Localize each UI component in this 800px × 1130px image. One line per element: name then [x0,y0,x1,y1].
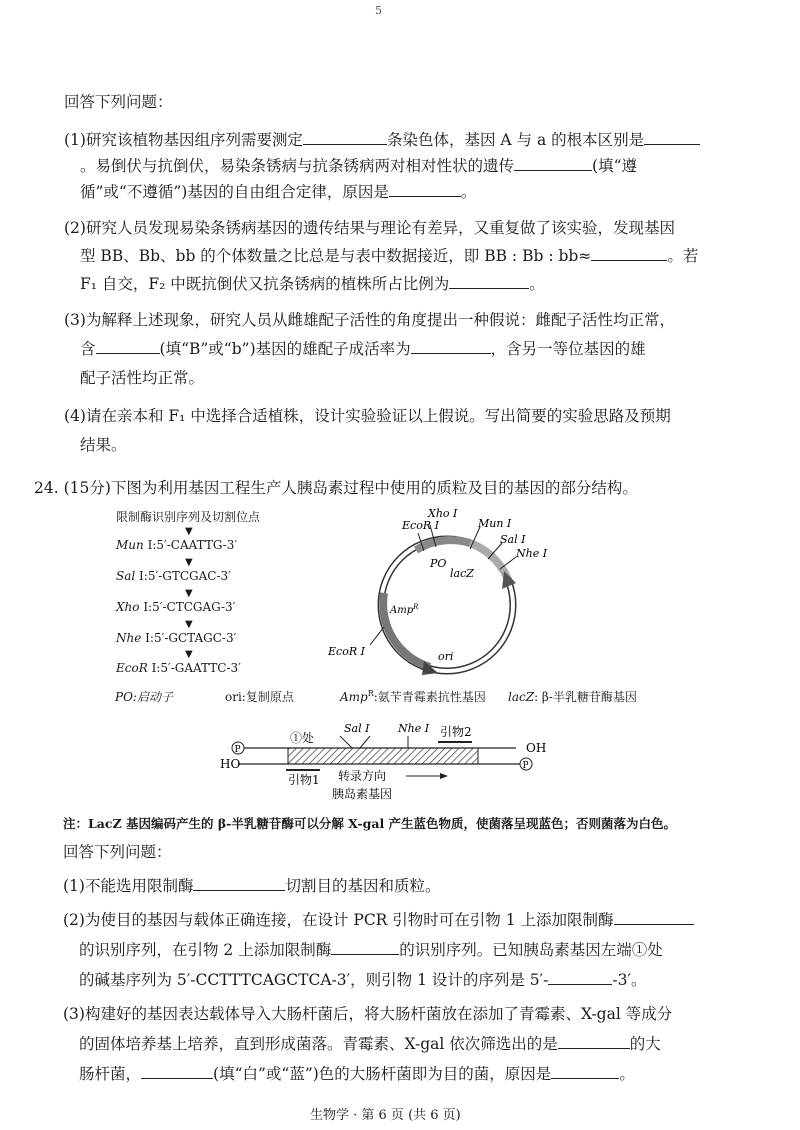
answer-blank[interactable] [548,970,612,985]
enzyme-sal: Sal I:5′-GTCGAC-3′ [116,569,231,583]
answer-blank[interactable] [193,876,285,891]
insulin-gene-region [288,748,478,764]
q23-p4-line1: (4)请在亲本和 F₁ 中选择合适植株，设计实验验证以上假说。写出简要的实验思路及预期 [64,407,671,425]
po-region [416,540,470,550]
cut-site-arrow: ▼ [185,588,193,599]
plasmid-label-ecori-bottom: EcoR I [328,645,365,658]
site-1-label: ①处 [290,731,315,745]
enzyme-list-title: 限制酶识别序列及切割位点 [116,510,261,524]
q23-p3-line2: 含 (填“B”或“b”)基因的雄配子成活率为 ，含另一等位基因的雄 [80,340,646,358]
plasmid-label-muni: Mun I [478,517,512,530]
primer2-label: 引物2 [440,725,472,739]
insulin-gene-label: 胰岛素基因 [332,787,393,800]
q23-p4-line2: 结果。 [80,436,127,454]
q24-p1: (1)不能选用限制酶 切割目的基因和质粒。 [63,877,441,895]
enzyme-nhe: Nhe I:5′-GCTAGC-3′ [116,631,237,645]
transcription-direction-label: 转录方向 [338,769,387,783]
q24-p2-line2: 的识别序列，在引物 2 上添加限制酶 的识别序列。已知胰岛素基因左端①处 [79,941,663,959]
plasmid-label-amp: Amp$^R$ [390,603,419,616]
oh-label: OH [526,741,547,755]
legend-ori: ori:复制原点 [225,690,294,704]
q23-p2-line2: 型 BB、Bb、bb 的个体数量之比总是与表中数据接近，即 BB : Bb : bb≈ 。若 [80,247,699,265]
cut-site-arrow: ▼ [185,619,193,630]
plasmid-label-po: PO [430,557,447,570]
answer-blank[interactable] [644,130,700,145]
q24-p2-line1: (2)为使目的基因与载体正确连接，在设计 PCR 引物时可在引物 1 上添加限制酶 [63,910,694,930]
answer-blank[interactable] [514,156,592,171]
answer-blank[interactable] [614,910,694,925]
cut-site-arrow: ▼ [185,526,193,537]
plasmid-label-ecori-top: EcoR I [402,519,439,532]
plasmid-label-lacz: lacZ [450,567,474,580]
q24-p2-line3: 的碱基序列为 5′-CCTTTCAGCTCA-3′，则引物 1 设计的序列是 5′- -3′。 [79,971,647,989]
gene-label-sal: Sal I [344,722,370,735]
plasmid-label-ori: ori [438,650,454,663]
answer-blank[interactable] [96,339,160,354]
q23-p2-line3: F₁ 自交，F₂ 中既抗倒伏又抗条锈病的植株所占比例为 。 [80,275,545,293]
q24-p3-line3: 肠杆菌， (填“白”或“蓝”)色的大肠杆菌即为目的菌，原因是 。 [79,1065,635,1083]
ho-label: HO [220,757,241,771]
legend-po: PO:启动子 [115,690,173,704]
q23-p3-line3: 配子活性均正常。 [80,369,205,387]
q23-p1-line3: 循”或“不遵循”)基因的自由组合定律，原因是 。 [80,183,477,201]
q24-p3-line2: 的固体培养基上培养，直到形成菌落。青霉素、X-gal 依次筛选出的是 的大 [79,1035,661,1053]
q23-p1-line2: 。易倒伏与抗倒伏，易染条锈病与抗条锈病两对相对性状的遗传 (填“遵 [80,157,637,175]
q24-heading: 回答下列问题： [63,843,172,861]
cut-site-arrow: ▼ [185,557,193,568]
answer-blank[interactable] [551,1064,619,1079]
answer-blank[interactable] [411,339,491,354]
insulin-gene-diagram [220,718,550,800]
enzyme-ecori: EcoR I:5′-GAATTC-3′ [116,661,241,675]
answer-blank[interactable] [449,274,529,289]
gene-label-nhe: Nhe I [398,722,430,735]
q23-heading: 回答下列问题： [64,93,173,111]
answer-blank[interactable] [389,182,461,197]
plasmid-diagram [320,505,580,690]
answer-blank[interactable] [558,1034,630,1049]
enzyme-xho: Xho I:5′-CTCGAG-3′ [116,600,236,614]
q23-p2-line1: (2)研究人员发现易染条锈病基因的遗传结果与理论有差异，又重复做了该实验，发现基因 [64,219,675,237]
q23-p1-line1: (1)研究该植物基因组序列需要测定 条染色体，基因 A 与 a 的根本区别是 [64,130,700,150]
q24-p3-line1: (3)构建好的基因表达载体导入大肠杆菌后，将大肠杆菌放在添加了青霉素、X-gal 等成分 [63,1005,673,1023]
answer-blank[interactable] [141,1064,213,1079]
answer-blank[interactable] [331,940,399,955]
enzyme-mun: Mun I:5′-CAATTG-3′ [116,538,238,552]
answer-blank[interactable] [303,130,387,145]
page-top-mark: 5 [375,4,382,17]
phosphate-symbol-left: P [234,745,241,755]
plasmid-label-nhei: Nhe I [516,547,548,560]
cut-site-arrow: ▼ [185,649,193,660]
q24-intro: 24. (15分)下图为利用基因工程生产人胰岛素过程中使用的质粒及目的基因的部分结构。 [34,479,638,497]
diagram-note: 注：LacZ 基因编码产生的 β-半乳糖苷酶可以分解 X-gal 产生蓝色物质，使菌落呈现蓝色；否则菌落为白色。 [63,816,677,831]
phosphate-symbol-right: P [522,761,529,771]
answer-blank[interactable] [591,246,667,261]
primer1-label: 引物1 [288,773,320,787]
plasmid-label-sali: Sal I [500,533,526,546]
plasmid-label-xhoi: Xho I [428,507,458,520]
legend-lacz: lacZ: β-半乳糖苷酶基因 [508,690,637,704]
legend-amp: Amp$^R$:氨苄青霉素抗性基因 [340,689,486,704]
q23-p3-line1: (3)为解释上述现象，研究人员从雌雄配子活性的角度提出一种假说：雌配子活性均正常， [64,311,675,329]
page-footer: 生物学 · 第 6 页 (共 6 页) [310,1108,461,1123]
